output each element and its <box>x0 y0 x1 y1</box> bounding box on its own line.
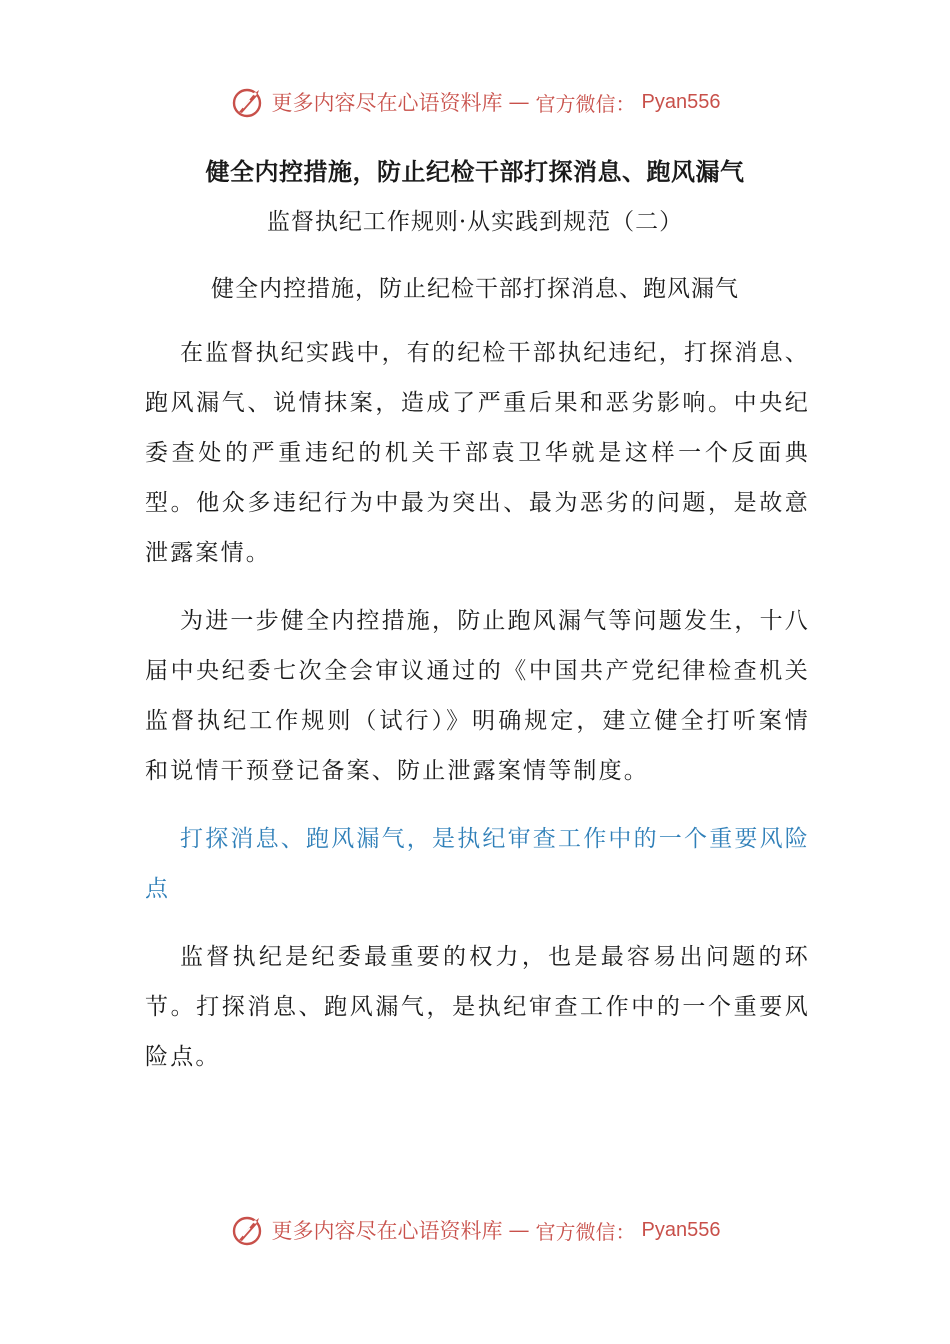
banner-wechat-id: Pyan556 <box>641 1218 721 1241</box>
paragraph: 在监督执纪实践中，有的纪检干部执纪违纪，打探消息、跑风漏气、说情抹案，造成了严重后果和恶劣影响。中央纪委查处的严重违纪的机关干部袁卫华就是这样一个反面典型。他众多违纪行为中最为突出、最为恶劣的问题，是故意泄露案情。 <box>145 340 810 566</box>
section-heading: 打探消息、跑风漏气，是执纪审查工作中的一个重要风险点 <box>145 826 810 902</box>
banner-site-text: 更多内容尽在心语资料库 <box>271 91 503 115</box>
banner-wechat-id: Pyan556 <box>641 90 721 113</box>
banner-separator: — <box>508 1218 530 1242</box>
banner-wechat-label: 官方微信： <box>535 91 636 116</box>
header-banner <box>0 82 950 122</box>
banner-wechat-label: 官方微信： <box>535 1219 636 1244</box>
pen-logo-icon <box>230 84 266 120</box>
banner-site-text: 更多内容尽在心语资料库 <box>271 1219 503 1243</box>
document-title: 健全内控措施，防止纪检干部打探消息、跑风漏气 <box>205 157 745 186</box>
banner-separator: — <box>508 90 530 114</box>
paragraph: 为进一步健全内控措施，防止跑风漏气等问题发生，十八届中央纪委七次全会审议通过的《中国共产党纪律检查机关监督执纪工作规则（试行）》明确规定，建立健全打听案情和说情干预登记备案、防止泄露案情等制度。 <box>145 608 810 784</box>
document-section-title: 健全内控措施，防止纪检干部打探消息、跑风漏气 <box>211 276 739 302</box>
document-subtitle: 监督执纪工作规则·从实践到规范（二） <box>266 209 684 235</box>
footer-banner <box>0 1210 950 1250</box>
paragraph: 监督执纪是纪委最重要的权力，也是最容易出问题的环节。打探消息、跑风漏气，是执纪审查工作中的一个重要风险点。 <box>145 944 810 1070</box>
document-body <box>145 328 810 1100</box>
pen-logo-icon <box>230 1212 266 1248</box>
